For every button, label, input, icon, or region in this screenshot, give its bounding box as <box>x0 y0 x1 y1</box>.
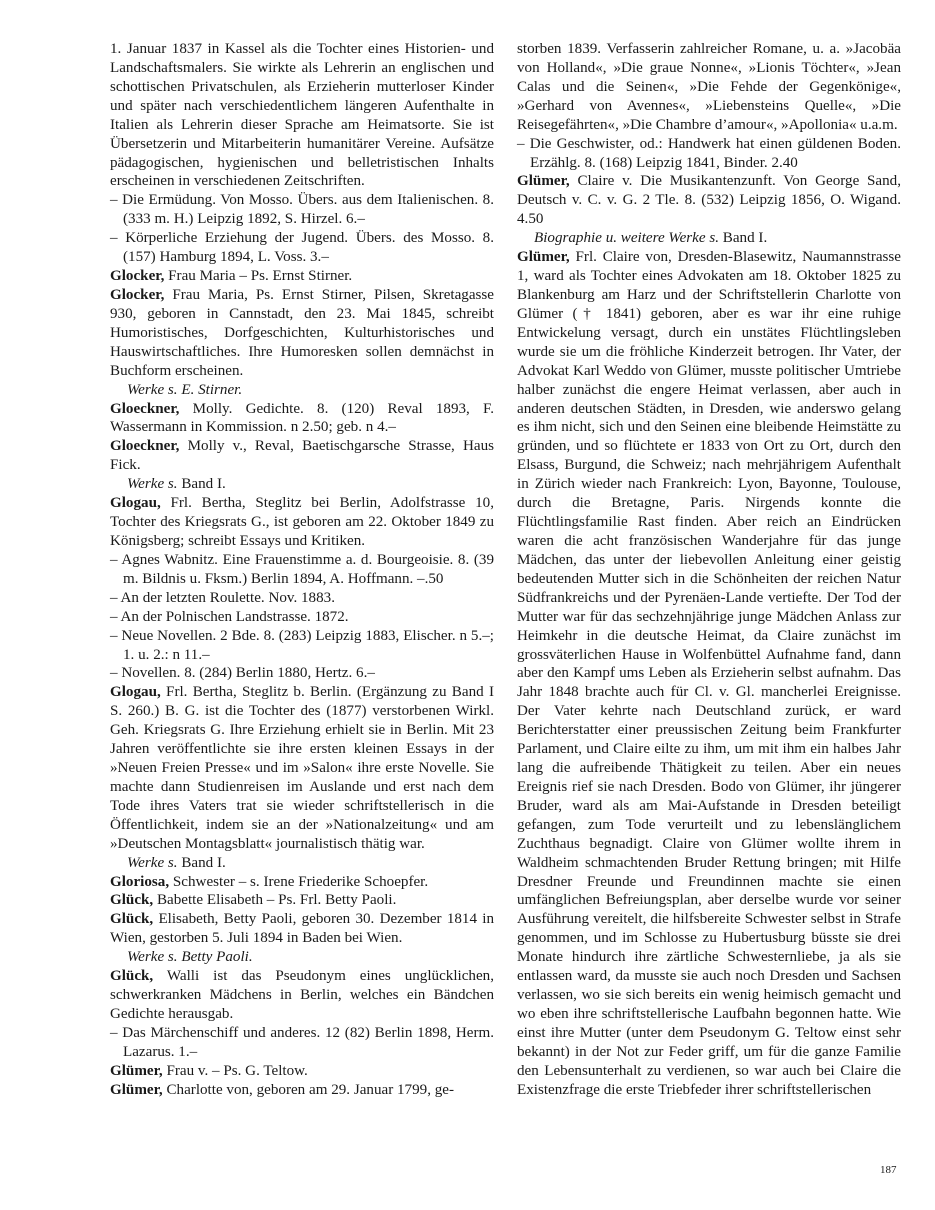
cross-reference <box>110 854 494 873</box>
entry-text: storben 1839. Verfasserin zahlreicher Romane, u. a. »Jacobäa von Holland«, »Die graue Nonne«, »Lionis Töchter«, »Jean Calas und die Seinen«, »Die Fehde der Gegenkönige«, »Gerhard von Avennes«, »Liebensteins Quelle«, »Die Reisegefährten«, »Die Chambre d’amour«, »Apollonia« u.a.m. <box>517 41 901 133</box>
work-text: – Körperliche Erziehung der Jugend. Übers. des Mosso. 8. (157) Hamburg 1894, L. Voss. 3.– <box>110 230 494 266</box>
reference-label: Werke s. Betty Paoli. <box>127 949 253 966</box>
cross-reference <box>517 229 901 248</box>
author-name: Glück, <box>110 911 154 928</box>
author-entry <box>110 910 494 948</box>
author-entry <box>517 172 901 229</box>
work-item <box>110 229 494 267</box>
entry-text: 1. Januar 1837 in Kassel als die Tochter eines Historien- und Landschaftsmalers. Sie wirkte als Lehrerin an englischen und schottischen Privatschulen, als Erzieherin mutterloser Kinder und später nach verschiedentlichem längeren Aufenthalte in Italien als Lehrerin dieser Sprache am Heimatsorte. Sie ist Übersetzerin und Mitarbeiterin humanitärer Vereine. Aufsätze pädagogischen, hygienischen und belletristischen Inhalts erscheinen in verschiedenen Zeitschriften. <box>110 41 494 190</box>
work-text: – Die Geschwister, od.: Handwerk hat einen güldenen Boden. Erzählg. 8. (168) Leipzig 1841, Binder. 2.40 <box>517 135 901 171</box>
work-text: – Agnes Wabnitz. Eine Frauenstimme a. d. Bourgeoisie. 8. (39 m. Bildnis u. Fksm.) Berlin 1894, A. Hoffmann. –.50 <box>110 551 494 587</box>
entry-text: Frl. Bertha, Steglitz bei Berlin, Adolfstrasse 10, Tochter des Kriegsrats G., ist geboren am 22. Oktober 1849 zu Königsberg; schreibt Essays und Kritiken. <box>110 495 494 549</box>
right-column <box>517 40 901 1100</box>
entry-text: Claire v. Die Musikantenzunft. Von George Sand, Deutsch v. C. v. G. 2 Tle. 8. (532) Leipzig 1856, O. Wigand. 4.50 <box>517 173 901 228</box>
work-item <box>110 589 494 608</box>
continued-text <box>517 40 901 135</box>
work-item <box>110 608 494 627</box>
page-number: 187 <box>880 1164 897 1176</box>
entry-text: Elisabeth, Betty Paoli, geboren 30. Dezember 1814 in Wien, gestorben 5. Juli 1894 in Baden bei Wien. <box>110 911 494 947</box>
author-entry <box>110 494 494 551</box>
work-text: – Die Ermüdung. Von Mosso. Übers. aus dem Italienischen. 8. (333 m. H.) Leipzig 1892, S. Hirzel. 6.– <box>110 192 494 228</box>
work-text: – An der Polnischen Landstrasse. 1872. <box>110 608 349 625</box>
author-name: Glogau, <box>110 495 161 512</box>
entry-text: Walli ist das Pseudonym eines unglücklichen, schwerkranken Mädchens in Berlin, welches ein Bändchen Gedichte herausgab. <box>110 968 494 1023</box>
author-name: Gloeckner, <box>110 400 180 417</box>
work-item <box>110 551 494 589</box>
entry-text: Frau Maria – Ps. Ernst Stirner. <box>164 268 353 285</box>
cross-reference <box>110 381 494 400</box>
reference-label: Werke s. <box>127 854 178 871</box>
author-entry <box>110 267 494 286</box>
reference-target: Band I. <box>719 230 768 247</box>
author-entry <box>110 891 494 910</box>
author-name: Glümer, <box>517 249 570 266</box>
work-text: – Neue Novellen. 2 Bde. 8. (283) Leipzig 1883, Elischer. n 5.–; 1. u. 2.: n 11.– <box>110 627 494 663</box>
author-entry <box>110 437 494 475</box>
reference-target: Band I. <box>177 476 226 493</box>
author-name: Glocker, <box>110 268 165 285</box>
author-name: Glümer, <box>110 1062 163 1079</box>
work-text: – Das Märchenschiff und anderes. 12 (82) Berlin 1898, Herm. Lazarus. 1.– <box>110 1024 494 1060</box>
author-entry <box>110 1062 494 1081</box>
author-entry <box>110 873 494 892</box>
entry-text: Charlotte von, geboren am 29. Januar 1799, ge- <box>162 1081 455 1098</box>
author-name: Gloeckner, <box>110 438 180 455</box>
author-name: Glocker, <box>110 286 165 303</box>
author-entry <box>110 1081 494 1100</box>
entry-text: Babette Elisabeth – Ps. Frl. Betty Paoli. <box>153 892 397 909</box>
continued-text <box>110 40 494 191</box>
entry-text: Frau v. – Ps. G. Teltow. <box>162 1062 308 1079</box>
author-name: Glümer, <box>110 1081 163 1098</box>
work-item <box>110 1024 494 1062</box>
work-item <box>110 191 494 229</box>
reference-label: Werke s. <box>127 476 178 493</box>
work-item <box>517 135 901 173</box>
author-entry <box>110 683 494 853</box>
reference-label: Biographie u. weitere Werke s. <box>534 230 720 247</box>
work-item <box>110 627 494 665</box>
reference-target: Band I. <box>177 854 226 871</box>
author-name: Glück, <box>110 968 154 985</box>
work-item <box>110 664 494 683</box>
author-name: Glogau, <box>110 684 161 701</box>
author-entry <box>517 248 901 1099</box>
work-text: – An der letzten Roulette. Nov. 1883. <box>110 589 335 606</box>
cross-reference <box>110 475 494 494</box>
cross-reference <box>110 948 494 967</box>
entry-text: Schwester – s. Irene Friederike Schoepfer. <box>169 873 429 890</box>
author-entry <box>110 286 494 381</box>
entry-text: Molly. Gedichte. 8. (120) Reval 1893, F. Wassermann in Kommission. n 2.50; geb. n 4.– <box>110 400 494 436</box>
entry-text: Frl. Bertha, Steglitz b. Berlin. (Ergänzung zu Band I S. 260.) B. G. ist die Tochter des (1877) verstorbenen Wirkl. Geh. Kriegsrats G. Ihre Erziehung erhielt sie in Berlin. Mit 23 Jahren veröffentlichte sie ihre ersten kleinen Essays in der »Neuen Freien Presse« und im »Salon« ihre erste Novelle. Sie machte dann Studienreisen im Auslande und erst nach dem Tode ihres Vaters trat sie wieder schriftstellerisch in die Öffentlichkeit, indem sie an der »Nationalzeitung« und am »Deutschen Montagsblatt« journalistisch thätig war. <box>110 684 494 852</box>
author-entry <box>110 967 494 1024</box>
work-text: – Novellen. 8. (284) Berlin 1880, Hertz. 6.– <box>110 665 375 682</box>
left-column <box>110 40 494 1100</box>
author-entry <box>110 400 494 438</box>
author-name: Glück, <box>110 892 154 909</box>
reference-label: Werke s. E. Stirner. <box>127 381 243 398</box>
entry-text: Frl. Claire von, Dresden-Blasewitz, Naumannstrasse 1, ward als Tochter eines Advokaten am 18. Oktober 1825 zu Blankenburg am Harz und der Schriftstellerin Charlotte von Glümer († 1841) geboren, aber es war ihr eine ruhige Entwickelung versagt, durch ein unstätes Flüchtlingsleben wurde sie um die fröhliche Kinderzeit betrogen. Ihr Vater, der Advokat Karl Weddo von Glümer, musste politischer Umtriebe halber zunächst die engere Heimat verlassen, aber auch in anderen deutschen Städten, in Dresden, wie anderswo gelang es ihm nicht, sich und den Seinen eine bleibende Heimstätte zu gründen, und so flüchtete er 1833 von Ort zu Ort, durch den Elsass, Burgund, die Schweiz; nach mehrjährigem Aufenthalt in Zürich wieder nach Frankreich: Lyon, Bayonne, Toulouse, durch die Bretagne, Paris. Nirgends konnte die Flüchtlingsfamilie Rast finden. Aber reich an Eindrücken waren die acht französischen Wanderjahre für das junge Mädchen, das unter der liebevollen Anleitung einer geistig bedeutenden Mutter sich in die Schönheiten der reichen Natur Südfrankreichs und der Pyrenäen-Lande vertiefte. Der Tod der Mutter war für das sechzehnjährige junge Mädchen Anlass zur Heimkehr in die deutsche Heimat, da Claire zunächst im grossväterlichen Hause in Wolfenbüttel Aufnahme fand, dann aber den Kampf ums Leben als Erzieherin selbst aufnahm. Das Jahr 1848 brachte auch für Cl. v. Gl. mancherlei Ereignisse. Der Vater kehrte nach Deutschland zurück, er ward Berichterstatter einer preussischen Zeitung beim Frankfurter Parlament, und Claire eilte zu ihm, um mit ihm ein halbes Jahr lang die aufreibende Thätigkeit zu teilen. Aber ein neues Ereignis rief sie nach Dresden. Bodo von Glümer, ihr jüngerer Bruder, ward als am Mai-Aufstande in Dresden beteiligt gefangen, zum Tode verurteilt und zu lebenslänglichem Zuchthaus begnadigt. Claire von Glümer wollte ihrem in Waldheim schmachtenden Bruder Rettung bringen; mit Hilfe Dresdner Freunde und Freundinnen machte sie einen umfänglichen Befreiungsplan, aber derselbe wurde vor seiner Ausführung vereitelt, die hilfsbereite Schwester selbst in Strafe genommen, und im Schlosse zu Hubertusburg büsste sie drei Monate hindurch ihre zärtliche Schwesternliebe, ja als sie entlassen ward, da musste sie auch noch Dresden und Sachsen verlassen, wo sie sich bereits ein wenig heimisch gemacht und wo eben ihre schriftstellerische Laufbahn begonnen hatte. Wie einst ihre Mutter (unter dem Pseudonym G. Teltow einst sehr bekannt) in der Not zur Feder griff, um für die ganze Familie den Lebensunterhalt zu verdienen, so war auch bei Claire die Existenzfrage die erste Triebfeder ihrer schriftstellerischen <box>517 249 901 1098</box>
entry-text: Molly v., Reval, Baetischgarsche Strasse, Haus Fick. <box>110 438 494 474</box>
author-name: Glümer, <box>517 173 570 190</box>
entry-text: Frau Maria, Ps. Ernst Stirner, Pilsen, Skretagasse 930, geboren in Cannstadt, den 23. Mai 1845, schreibt Humoristisches, Dorfgeschichten, Kulturhistorisches und Hauswirtschaftliches. Ihre Humoresken sollen demnächst in Buchform erscheinen. <box>110 286 494 379</box>
author-name: Gloriosa, <box>110 873 170 890</box>
